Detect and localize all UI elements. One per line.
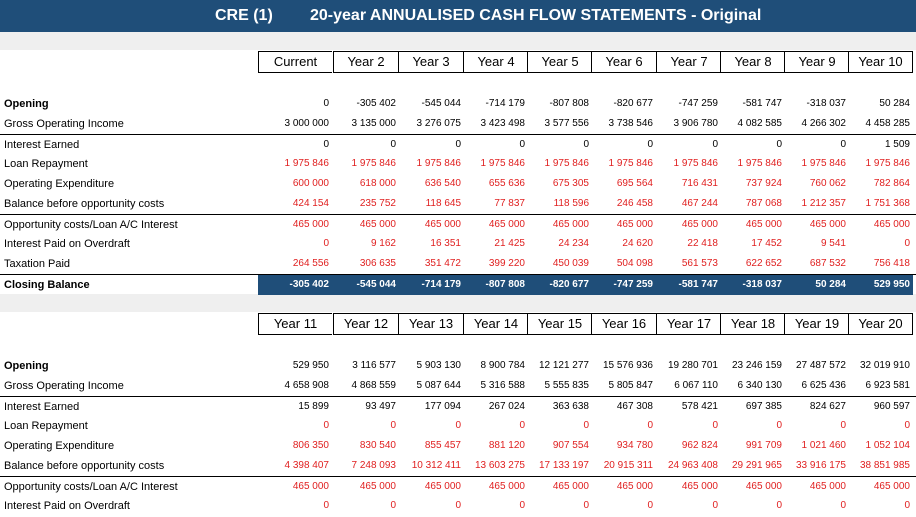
table-cell[interactable]: 1 212 357 [801,198,846,209]
column-header[interactable]: Year 13 [398,313,463,335]
table-cell[interactable]: -581 747 [742,98,782,109]
table-cell[interactable]: 1 975 846 [737,158,782,169]
table-cell[interactable]: 622 652 [745,258,782,269]
table-cell[interactable]: 450 039 [552,258,589,269]
table-cell[interactable]: 465 000 [292,219,329,230]
table-cell[interactable]: 4 082 585 [737,118,782,129]
table-cell[interactable]: 465 000 [873,481,910,492]
table-cell[interactable]: 1 975 846 [284,158,329,169]
table-row [0,356,916,376]
table-cell[interactable]: 177 094 [424,401,461,412]
table-cell[interactable]: 0 [776,420,782,431]
table-cell[interactable]: 0 [390,500,396,511]
table-cell[interactable]: 3 577 556 [544,118,589,129]
column-header[interactable]: Year 18 [720,313,785,335]
table-row [0,436,916,456]
table-cell[interactable]: 0 [904,238,910,249]
table-cell[interactable]: 934 780 [616,440,653,451]
table-cell[interactable]: 578 421 [681,401,718,412]
table-cell[interactable]: 399 220 [488,258,525,269]
table-cell[interactable]: 0 [712,420,718,431]
table-cell[interactable]: -820 677 [613,98,653,109]
table-cell[interactable]: 465 000 [745,481,782,492]
table-cell[interactable]: 465 000 [488,481,525,492]
table-cell[interactable]: 0 [455,139,461,150]
table-cell[interactable]: 697 385 [745,401,782,412]
column-header[interactable]: Year 3 [398,51,463,73]
table-cell[interactable]: 760 062 [809,178,846,189]
table-cell[interactable]: 1 021 460 [801,440,846,451]
table-cell[interactable]: 3 738 546 [608,118,653,129]
table-cell[interactable]: 465 000 [488,219,525,230]
table-cell[interactable]: 600 000 [292,178,329,189]
table-cell[interactable]: 0 [519,500,525,511]
table-row [0,416,916,436]
table-cell[interactable]: 0 [455,500,461,511]
table-row [0,254,916,274]
table-row [0,174,916,194]
table-cell[interactable]: 15 899 [298,401,329,412]
table-cell[interactable]: 235 752 [359,198,396,209]
table-cell[interactable]: 246 458 [616,198,653,209]
table-cell[interactable]: 0 [712,139,718,150]
table-cell[interactable]: 1 509 [884,139,910,150]
table-cell[interactable]: 118 596 [553,198,589,209]
table-cell[interactable]: 8 900 784 [480,360,525,371]
table-cell[interactable]: 424 154 [292,198,329,209]
table-cell[interactable]: -305 402 [289,279,329,290]
table-cell[interactable]: 4 868 559 [351,380,396,391]
table-cell[interactable]: 5 087 644 [416,380,461,391]
row-label: Interest Paid on Overdraft [4,238,130,250]
table-cell[interactable]: 27 487 572 [795,360,846,371]
table-cell[interactable]: 1 975 846 [673,158,718,169]
table-cell[interactable]: 29 291 965 [731,460,782,471]
table-cell[interactable]: 267 024 [488,401,525,412]
table-cell[interactable]: 529 950 [873,279,910,290]
row-label: Opportunity costs/Loan A/C Interest [4,481,178,493]
table-cell[interactable]: 0 [323,139,329,150]
table-cell[interactable]: 962 824 [681,440,718,451]
table-cell[interactable]: 465 000 [873,219,910,230]
table-cell[interactable]: 24 963 408 [667,460,718,471]
table-cell[interactable]: 12 121 277 [538,360,589,371]
table-cell[interactable]: 0 [323,238,329,249]
column-header[interactable]: Year 7 [656,51,721,73]
table-cell[interactable]: 4 266 302 [801,118,846,129]
table-cell[interactable]: 0 [712,500,718,511]
column-header[interactable]: Current [258,51,332,73]
table-cell[interactable]: 737 924 [745,178,782,189]
table-cell[interactable]: 0 [840,500,846,511]
table-cell[interactable]: 3 276 075 [416,118,461,129]
table-cell[interactable]: 716 431 [681,178,718,189]
table-cell[interactable]: -747 259 [613,279,653,290]
column-header[interactable]: Year 17 [656,313,721,335]
table-cell[interactable]: 0 [904,500,910,511]
table-cell[interactable]: 5 805 847 [608,380,653,391]
table-cell[interactable]: 3 906 780 [673,118,718,129]
table-cell[interactable]: 0 [519,139,525,150]
table-cell[interactable]: 6 340 130 [737,380,782,391]
table-cell[interactable]: 6 067 110 [674,380,718,391]
table-row [0,94,916,114]
table-cell[interactable]: 264 556 [292,258,329,269]
table-cell[interactable]: 0 [390,139,396,150]
sheet-code: CRE (1) [215,7,273,24]
table-cell[interactable]: 1 975 846 [801,158,846,169]
column-header[interactable]: Year 12 [333,313,398,335]
table-cell[interactable]: -318 037 [742,279,782,290]
table-cell[interactable]: 806 350 [292,440,329,451]
table-cell[interactable]: 23 246 159 [731,360,782,371]
table-cell[interactable]: 687 532 [809,258,846,269]
table-row [0,476,916,497]
table-row [0,194,916,214]
table-cell[interactable]: 50 284 [879,98,910,109]
table-cell[interactable]: 3 116 577 [352,360,396,371]
table-cell[interactable]: 465 000 [552,219,589,230]
table-cell[interactable]: 0 [583,139,589,150]
table-cell[interactable]: 17 133 197 [538,460,589,471]
column-header[interactable]: Year 6 [591,51,656,73]
table-cell[interactable]: 960 597 [873,401,910,412]
table-cell[interactable]: 50 284 [815,279,846,290]
column-header[interactable]: Year 8 [720,51,785,73]
column-header-row [0,313,916,335]
table-cell[interactable]: 529 950 [292,360,329,371]
table-cell[interactable]: 1 751 368 [865,198,910,209]
table-cell[interactable]: 5 903 130 [416,360,461,371]
row-label: Opening [4,98,49,110]
table-cell[interactable]: 118 645 [425,198,461,209]
table-cell[interactable]: -714 179 [421,279,461,290]
column-header[interactable]: Year 10 [848,51,913,73]
spacer-band-middle [0,294,916,312]
table-cell[interactable]: 3 135 000 [351,118,396,129]
table-cell[interactable]: 465 000 [292,481,329,492]
table-cell[interactable]: 830 540 [359,440,396,451]
column-header[interactable]: Year 4 [463,51,528,73]
column-header[interactable]: Year 14 [463,313,528,335]
row-label: Loan Repayment [4,420,88,432]
table-cell[interactable]: 1 052 104 [865,440,910,451]
column-header[interactable]: Year 2 [333,51,398,73]
table-row [0,134,916,155]
column-header[interactable]: Year 11 [258,313,332,335]
table-cell[interactable]: 21 425 [494,238,525,249]
table-cell[interactable]: 465 000 [681,219,718,230]
table-cell[interactable]: 1 975 846 [351,158,396,169]
table-cell[interactable]: 13 603 275 [474,460,525,471]
table-row [0,274,916,295]
table-cell[interactable]: 4 458 285 [865,118,910,129]
table-cell[interactable]: 0 [519,420,525,431]
row-label: Interest Paid on Overdraft [4,500,130,512]
table-cell[interactable]: 19 280 701 [667,360,718,371]
table-cell[interactable]: 1 975 846 [544,158,589,169]
column-header-row [0,51,916,73]
sheet-title: 20-year ANNUALISED CASH FLOW STATEMENTS - Original [310,7,762,24]
table-cell[interactable]: 0 [647,420,653,431]
table-cell[interactable]: 7 248 093 [351,460,396,471]
table-cell[interactable]: 3 000 000 [284,118,329,129]
table-cell[interactable]: -747 259 [678,98,718,109]
table-cell[interactable]: -820 677 [549,279,589,290]
table-row [0,496,916,516]
table-cell[interactable]: 782 864 [873,178,910,189]
table-cell[interactable]: 465 000 [359,219,396,230]
table-cell[interactable]: 4 658 908 [284,380,329,391]
table-cell[interactable]: 636 540 [424,178,461,189]
table-cell[interactable]: 0 [647,139,653,150]
table-cell[interactable]: 1 975 846 [416,158,461,169]
table-cell[interactable]: 0 [904,420,910,431]
table-row [0,214,916,235]
table-cell[interactable]: -305 402 [356,98,396,109]
table-cell[interactable]: 9 162 [370,238,396,249]
table-cell[interactable]: 655 636 [488,178,525,189]
column-header[interactable]: Year 16 [591,313,656,335]
table-cell[interactable]: 991 709 [745,440,782,451]
table-row [0,376,916,396]
table-cell[interactable]: 0 [647,500,653,511]
table-cell[interactable]: 93 497 [365,401,396,412]
table-cell[interactable]: 24 234 [558,238,589,249]
row-label: Interest Earned [4,139,80,151]
table-cell[interactable]: 6 625 436 [801,380,846,391]
table-cell[interactable]: 787 068 [745,198,782,209]
table-cell[interactable]: 0 [776,500,782,511]
row-label: Balance before opportunity costs [4,460,165,472]
table-cell[interactable]: 824 627 [809,401,846,412]
table-cell[interactable]: 3 423 498 [480,118,525,129]
table-cell[interactable]: 504 098 [616,258,653,269]
table-cell[interactable]: 9 541 [820,238,846,249]
table-row [0,456,916,476]
table-cell[interactable]: 1 975 846 [480,158,525,169]
table-cell[interactable]: 1 975 846 [865,158,910,169]
table-cell[interactable]: 77 837 [494,198,525,209]
table-row [0,114,916,134]
table-cell[interactable]: 0 [390,420,396,431]
column-header[interactable]: Year 20 [848,313,913,335]
table-row [0,234,916,254]
table-cell[interactable]: 0 [583,500,589,511]
row-label: Balance before opportunity costs [4,198,165,210]
table-cell[interactable]: 675 305 [552,178,589,189]
table-cell[interactable]: 0 [776,139,782,150]
table-cell[interactable]: 363 638 [552,401,589,412]
table-cell[interactable]: -807 808 [549,98,589,109]
column-header[interactable]: Year 19 [784,313,849,335]
table-cell[interactable]: 32 019 910 [859,360,910,371]
table-cell[interactable]: 0 [583,420,589,431]
table-cell[interactable]: 4 398 407 [284,460,329,471]
row-label: Closing Balance [4,279,90,291]
table-cell[interactable]: 0 [455,420,461,431]
table-cell[interactable]: 618 000 [359,178,396,189]
table-cell[interactable]: 351 472 [424,258,461,269]
table-cell[interactable]: -545 044 [421,98,461,109]
table-cell[interactable]: -545 044 [356,279,396,290]
title-bar [0,0,916,32]
table-cell[interactable]: 6 923 581 [865,380,910,391]
table-cell[interactable]: 881 120 [488,440,525,451]
row-label: Taxation Paid [4,258,71,270]
table-cell[interactable]: 465 000 [616,219,653,230]
table-cell[interactable]: 467 308 [616,401,653,412]
table-cell[interactable]: 465 000 [359,481,396,492]
table-cell[interactable]: 0 [323,98,329,109]
table-cell[interactable]: 22 418 [687,238,718,249]
table-cell[interactable]: -581 747 [678,279,718,290]
table-cell[interactable]: 1 975 846 [608,158,653,169]
table-cell[interactable]: 465 000 [424,219,461,230]
row-label: Gross Operating Income [4,380,124,392]
table-cell[interactable]: 33 916 175 [795,460,846,471]
table-cell[interactable]: 465 000 [809,219,846,230]
spacer-band-top [0,32,916,50]
table-cell[interactable]: 0 [840,139,846,150]
table-cell[interactable]: 907 554 [552,440,589,451]
table-cell[interactable]: 465 000 [809,481,846,492]
table-cell[interactable]: 5 316 588 [480,380,525,391]
table-cell[interactable]: -714 179 [485,98,525,109]
row-label: Interest Earned [4,401,80,413]
table-cell[interactable]: 465 000 [745,219,782,230]
table-cell[interactable]: 855 457 [424,440,461,451]
table-cell[interactable]: 5 555 835 [544,380,589,391]
row-label: Opportunity costs/Loan A/C Interest [4,219,178,231]
table-cell[interactable]: 20 915 311 [603,460,653,471]
table-cell[interactable]: 467 244 [681,198,718,209]
table-cell[interactable]: 756 418 [873,258,910,269]
table-cell[interactable]: 465 000 [616,481,653,492]
column-header[interactable]: Year 15 [527,313,592,335]
column-header[interactable]: Year 5 [527,51,592,73]
table-cell[interactable]: -318 037 [806,98,846,109]
table-row [0,154,916,174]
table-cell[interactable]: 16 351 [430,238,461,249]
table-cell[interactable]: 695 564 [616,178,653,189]
table-cell[interactable]: 15 576 936 [602,360,653,371]
table-cell[interactable]: 38 851 985 [859,460,910,471]
row-label: Operating Expenditure [4,178,115,190]
table-cell[interactable]: 0 [840,420,846,431]
row-label: Loan Repayment [4,158,88,170]
table-cell[interactable]: 306 635 [359,258,396,269]
row-label: Opening [4,360,49,372]
table-cell[interactable]: 465 000 [424,481,461,492]
row-label: Gross Operating Income [4,118,124,130]
table-cell[interactable]: 0 [323,500,329,511]
table-cell[interactable]: 465 000 [681,481,718,492]
table-row [0,396,916,417]
table-cell[interactable]: 17 452 [751,238,782,249]
row-label: Operating Expenditure [4,440,115,452]
table-cell[interactable]: 561 573 [681,258,718,269]
column-header[interactable]: Year 9 [784,51,849,73]
table-cell[interactable]: -807 808 [485,279,525,290]
table-cell[interactable]: 10 312 411 [411,460,461,471]
table-cell[interactable]: 0 [323,420,329,431]
table-cell[interactable]: 24 620 [622,238,653,249]
table-cell[interactable]: 465 000 [552,481,589,492]
